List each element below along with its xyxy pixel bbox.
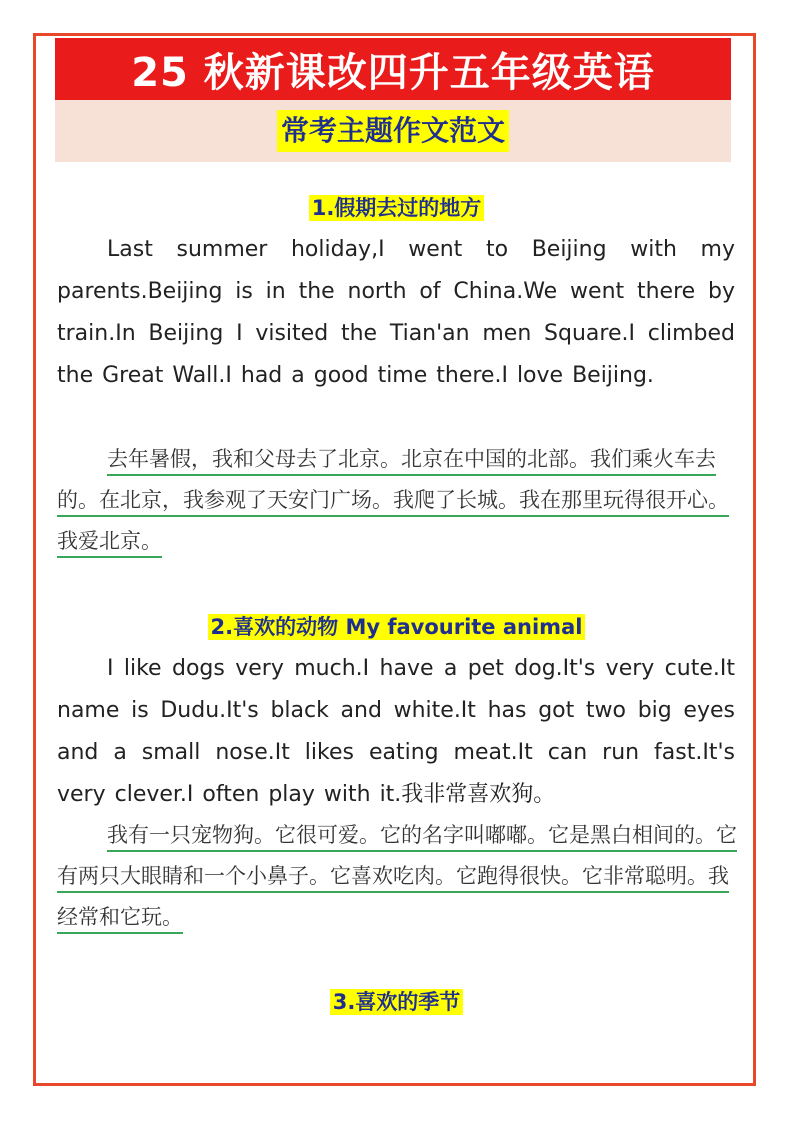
section-2-chinese-text: 我有一只宠物狗。它很可爱。它的名字叫嘟嘟。它是黑白相间的。它有两只大眼睛和一个小鼻子。它喜欢吃肉。它跑得很快。它非常聪明。我经常和它玩。 <box>57 823 737 934</box>
section-3-heading <box>0 987 793 1017</box>
section-2-english <box>57 648 735 816</box>
section-3-heading-text: 3.喜欢的季节 <box>330 989 464 1015</box>
section-1-heading-text: 1.假期去过的地方 <box>309 195 485 221</box>
section-1-heading <box>0 193 793 223</box>
section-2-chinese <box>57 815 737 938</box>
section-2-heading <box>0 612 793 642</box>
page-title: 25 秋新课改四升五年级英语 <box>55 38 731 100</box>
section-2-english-text: I like dogs very much.I have a pet dog.It's very cute.It name is Dudu.It's black and white.It has got two big eyes and a small nose.It likes eating meat.It can run fast.It's very clever.I often play with it. <box>57 656 735 807</box>
section-1-english: Last summer holiday,I went to Beijing with my parents.Beijing is in the north of China.We went there by train.In Beijing I visited the Tian'an men Square.I climbed the Great Wall.I had a good time there.I love Beijing. <box>57 237 735 388</box>
section-2-english-cn-tail: 我非常喜欢狗。 <box>401 782 556 807</box>
section-1-chinese <box>57 439 737 562</box>
page-subtitle: 常考主题作文范文 <box>277 110 509 152</box>
section-2-heading-text: 2.喜欢的动物 My favourite animal <box>208 614 586 640</box>
section-1-chinese-text: 去年暑假，我和父母去了北京。北京在中国的北部。我们乘火车去的。在北京，我参观了天安门广场。我爬了长城。我在那里玩得很开心。我爱北京。 <box>57 447 729 558</box>
subtitle-band <box>55 100 731 162</box>
